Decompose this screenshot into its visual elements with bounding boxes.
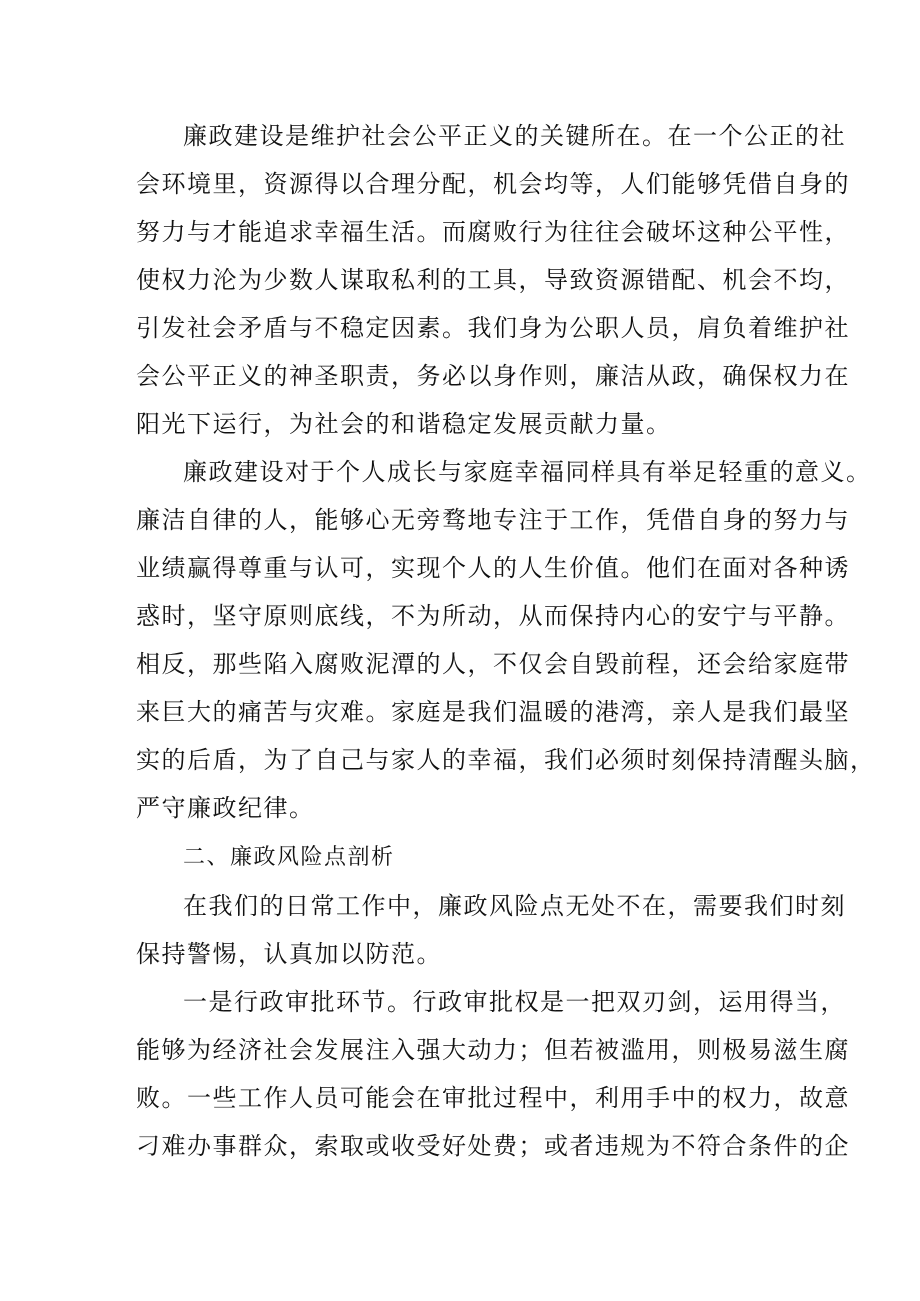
heading-text: 二、廉政风险点剖析 xyxy=(183,845,395,870)
text-line: 廉政建设是维护社会公平正义的关键所在。在一个公正的社 xyxy=(183,122,846,150)
text-line: 努力与才能追求幸福生活。而腐败行为往往会破坏这种公平性， xyxy=(136,218,850,246)
text-line: 会环境里，资源得以合理分配，机会均等，人们能够凭借自身的 xyxy=(136,170,850,198)
text-line: 相反，那些陷入腐败泥潭的人，不仅会自毁前程，还会给家庭带 xyxy=(136,650,850,678)
text-line: 惑时，坚守原则底线，不为所动，从而保持内心的安宁与平静。 xyxy=(136,602,850,630)
text-line: 能够为经济社会发展注入强大动力；但若被滥用，则极易滋生腐 xyxy=(136,1036,850,1064)
text-line: 败。一些工作人员可能会在审批过程中，利用手中的权力，故意 xyxy=(136,1084,850,1112)
text-line: 在我们的日常工作中，廉政风险点无处不在，需要我们时刻 xyxy=(183,892,846,920)
text-line: 严守廉政纪律。 xyxy=(136,794,315,822)
text-line: 引发社会矛盾与不稳定因素。我们身为公职人员，肩负着维护社 xyxy=(136,314,850,342)
text-line: 一是行政审批环节。行政审批权是一把双刃剑，运用得当， xyxy=(183,988,846,1016)
text-line: 廉政建设对于个人成长与家庭幸福同样具有举足轻重的意义。 xyxy=(183,458,872,486)
text-line: 刁难办事群众，索取或收受好处费；或者违规为不符合条件的企 xyxy=(136,1132,850,1160)
text-line: 业绩赢得尊重与认可，实现个人的人生价值。他们在面对各种诱 xyxy=(136,554,850,582)
text-line: 使权力沦为少数人谋取私利的工具，导致资源错配、机会不均， xyxy=(136,266,850,294)
text-line: 保持警惕，认真加以防范。 xyxy=(136,940,442,968)
text-line: 来巨大的痛苦与灾难。家庭是我们温暖的港湾，亲人是我们最坚 xyxy=(136,698,850,726)
text-line: 阳光下运行，为社会的和谐稳定发展贡献力量。 xyxy=(136,410,672,438)
text-line: 实的后盾，为了自己与家人的幸福，我们必须时刻保持清醒头脑， xyxy=(136,746,876,774)
text-line: 会公平正义的神圣职责，务必以身作则，廉洁从政，确保权力在 xyxy=(136,362,850,390)
text-line: 廉洁自律的人，能够心无旁骛地专注于工作，凭借自身的努力与 xyxy=(136,506,850,534)
